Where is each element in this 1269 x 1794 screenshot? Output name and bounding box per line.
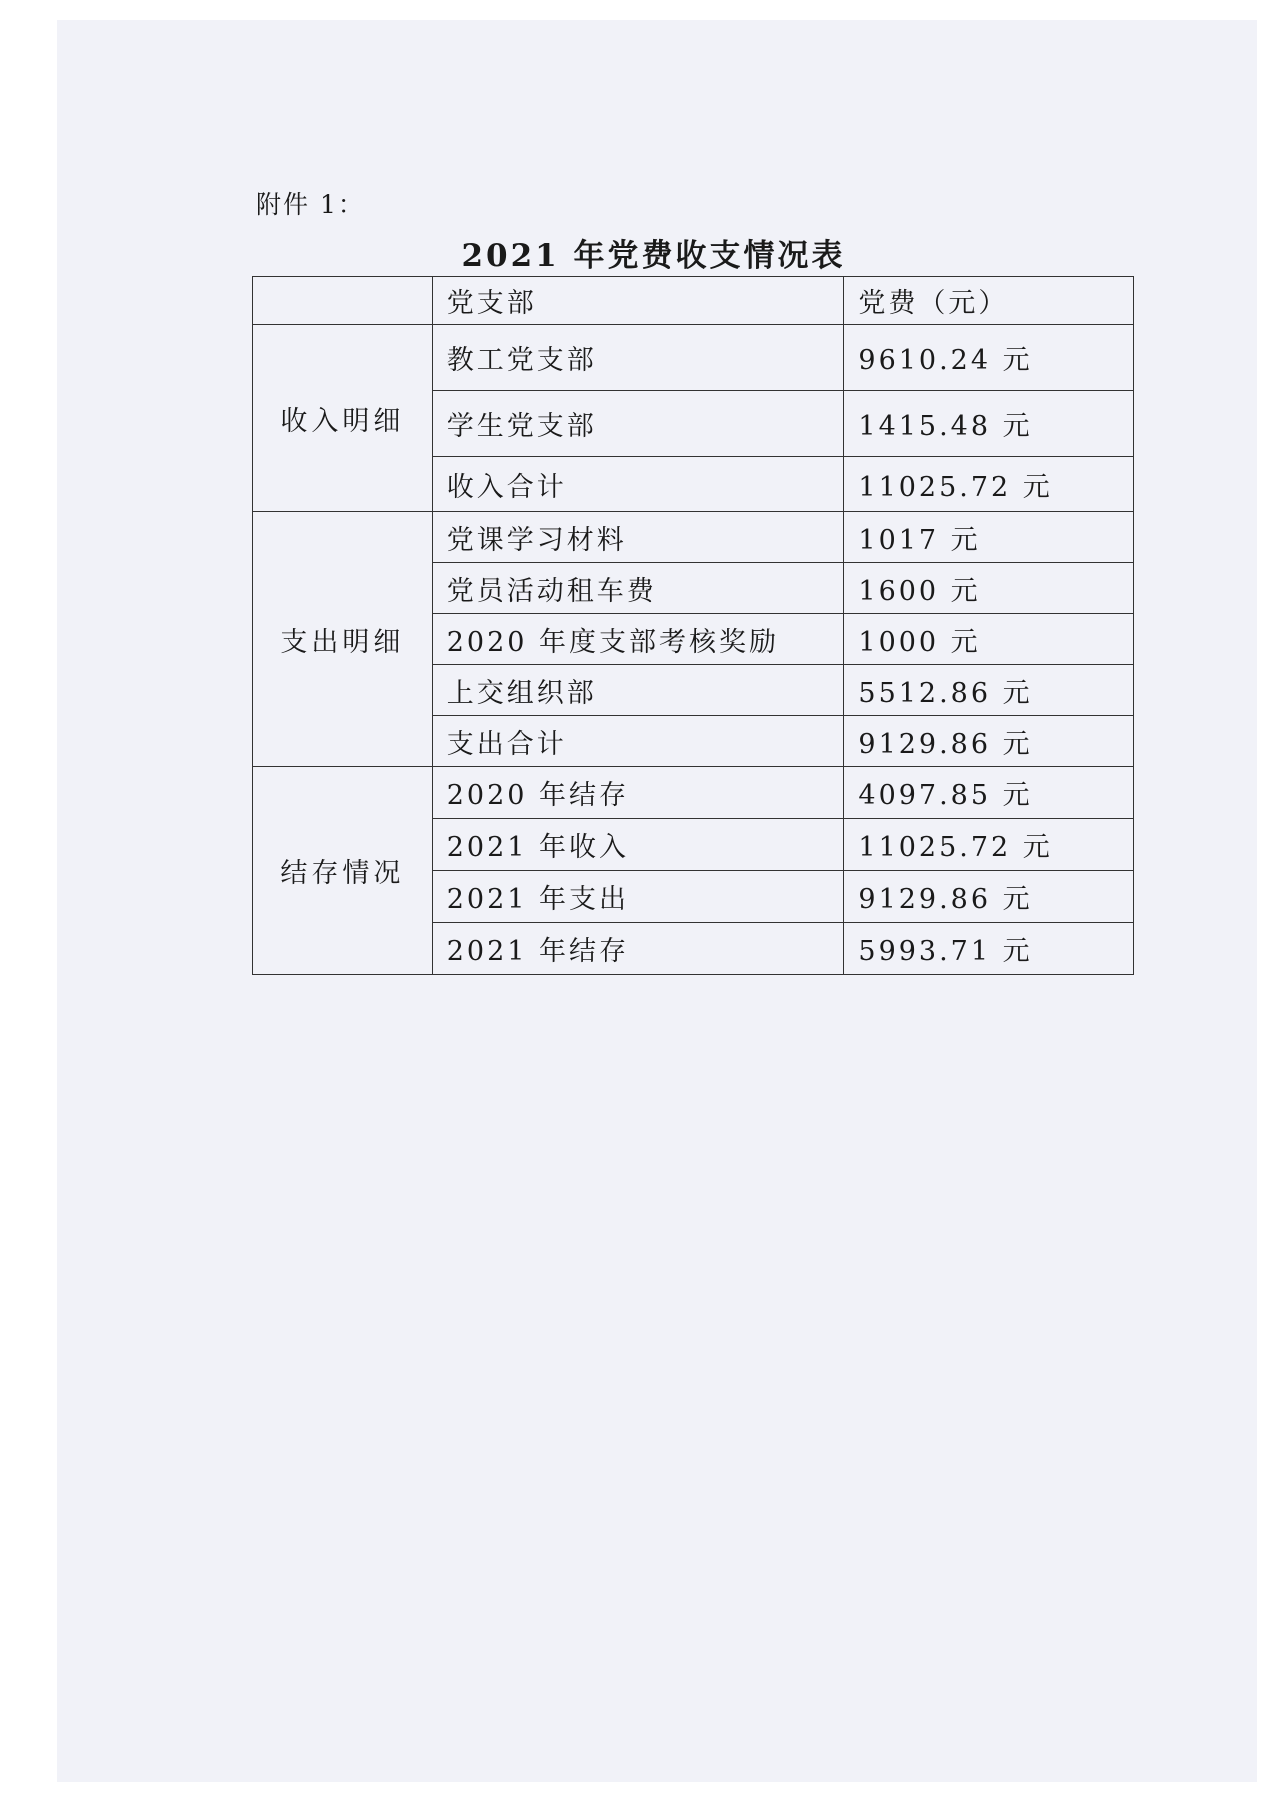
row-amount: 9129.86 元 — [844, 871, 1134, 923]
row-amount: 5993.71 元 — [844, 923, 1134, 975]
header-corner-cell — [253, 277, 433, 325]
attachment-label: 附件 1： — [256, 190, 365, 219]
row-item: 2020 年结存 — [432, 767, 844, 819]
row-amount: 4097.85 元 — [844, 767, 1134, 819]
row-item: 2021 年收入 — [432, 819, 844, 871]
row-amount: 11025.72 元 — [844, 819, 1134, 871]
header-amount-cell: 党费（元） — [844, 277, 1134, 325]
party-fee-table — [252, 276, 1134, 975]
row-amount: 1000 元 — [844, 614, 1134, 665]
table-row — [253, 325, 1134, 391]
table-row — [253, 512, 1134, 563]
row-amount: 1415.48 元 — [844, 391, 1134, 457]
row-item: 党课学习材料 — [432, 512, 844, 563]
row-amount: 11025.72 元 — [844, 457, 1134, 512]
balance-group-label: 结存情况 — [253, 767, 433, 975]
row-item: 教工党支部 — [432, 325, 844, 391]
row-item: 2021 年结存 — [432, 923, 844, 975]
row-item: 党员活动租车费 — [432, 563, 844, 614]
income-group-label: 收入明细 — [253, 325, 433, 512]
table-header-row — [253, 277, 1134, 325]
row-amount: 5512.86 元 — [844, 665, 1134, 716]
row-item: 支出合计 — [432, 716, 844, 767]
row-amount: 1600 元 — [844, 563, 1134, 614]
table-row — [253, 767, 1134, 819]
header-branch-cell: 党支部 — [432, 277, 844, 325]
row-item: 收入合计 — [432, 457, 844, 512]
row-item: 上交组织部 — [432, 665, 844, 716]
row-amount: 9129.86 元 — [844, 716, 1134, 767]
row-item: 学生党支部 — [432, 391, 844, 457]
row-item: 2020 年度支部考核奖励 — [432, 614, 844, 665]
row-item: 2021 年支出 — [432, 871, 844, 923]
expense-group-label: 支出明细 — [253, 512, 433, 767]
row-amount: 1017 元 — [844, 512, 1134, 563]
row-amount: 9610.24 元 — [844, 325, 1134, 391]
document-title: 2021 年党费收支情况表 — [461, 238, 846, 274]
